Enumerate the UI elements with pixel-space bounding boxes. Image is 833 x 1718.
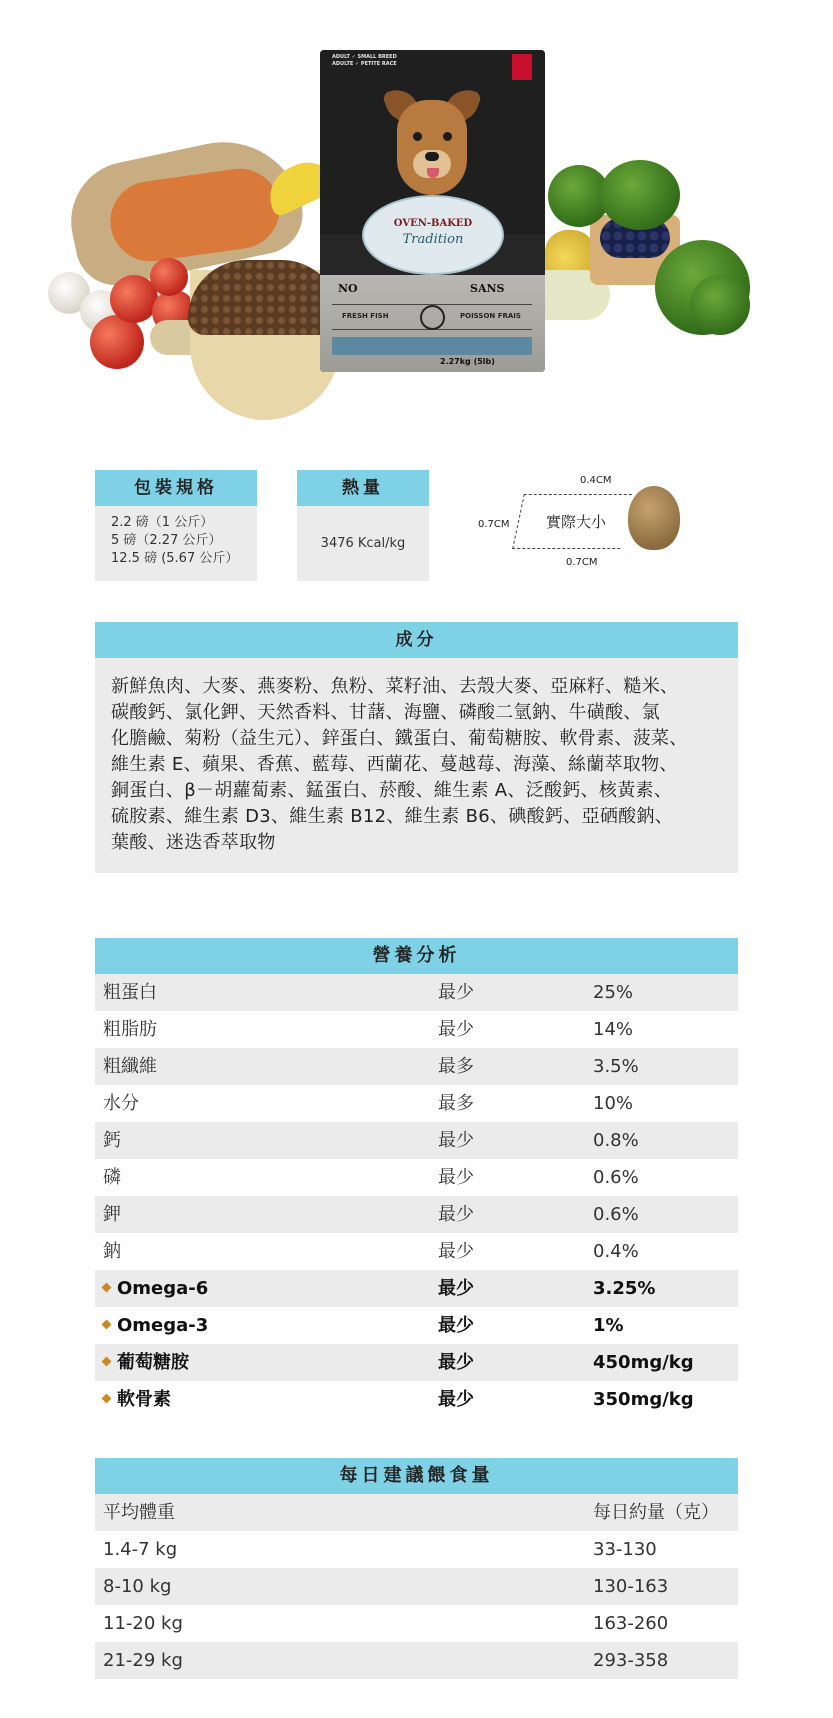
- nutrient-value: 25%: [593, 982, 634, 1003]
- ingredients-line: 新鮮魚肉、大麥、燕麥粉、魚粉、菜籽油、去殼大麥、亞麻籽、糙米、: [111, 676, 679, 697]
- canada-flag-icon: [512, 54, 532, 80]
- broccoli: [600, 160, 680, 230]
- kibble-depth-label: 0.7CM: [566, 557, 598, 568]
- nutrient-name: 鈉: [103, 1241, 121, 1262]
- weight-column-header: 平均體重: [103, 1502, 175, 1523]
- weight-range: 8-10 kg: [103, 1576, 172, 1597]
- ingredients-line: 葉酸、迷迭香萃取物: [111, 832, 276, 853]
- nutrient-value: 350mg/kg: [593, 1389, 694, 1410]
- dog-nose: [425, 152, 439, 161]
- dog-eye: [413, 132, 422, 141]
- nutrient-qualifier: 最少: [438, 1315, 474, 1336]
- fish-icon: [420, 305, 445, 330]
- nutrient-qualifier: 最少: [438, 1204, 474, 1225]
- nutrient-value: 0.8%: [593, 1130, 639, 1151]
- ingredients-title: 成分: [95, 622, 738, 658]
- nutrient-qualifier: 最少: [438, 1278, 474, 1299]
- hero-image: [0, 0, 833, 420]
- nutrient-value: 3.25%: [593, 1278, 656, 1299]
- nutrient-value: 14%: [593, 1019, 634, 1040]
- ingredients-line: 銅蛋白、β－胡蘿蔔素、錳蛋白、菸酸、維生素 A、泛酸鈣、核黃素、: [111, 780, 673, 801]
- nutrient-qualifier: 最多: [438, 1056, 474, 1077]
- nutrient-value: 3.5%: [593, 1056, 639, 1077]
- package-size: 12.5 磅 (5.67 公斤）: [111, 551, 239, 566]
- ingredients-line: 維生素 E、蘋果、香蕉、藍莓、西蘭花、蔓越莓、海藻、絲蘭萃取物、: [111, 754, 678, 775]
- kibble-size-diagram: [478, 468, 698, 578]
- nutrient-value: 10%: [593, 1093, 634, 1114]
- nutrient-name: 軟骨素: [117, 1389, 171, 1410]
- table-row: [95, 1196, 738, 1233]
- packaging-sizes: [95, 506, 257, 581]
- diamond-bullet-icon: [102, 1282, 112, 1292]
- table-row: [95, 1270, 738, 1307]
- table-row: [95, 1085, 738, 1122]
- nutrient-value: 0.6%: [593, 1204, 639, 1225]
- daily-amount: 33-130: [593, 1539, 657, 1560]
- product-bag: [320, 50, 545, 372]
- ingredients-line: 碳酸鈣、氯化鉀、天然香料、甘藷、海鹽、磷酸二氫鈉、牛磺酸、氯: [111, 702, 660, 723]
- table-row: [95, 1605, 738, 1642]
- nutrition-title: 營養分析: [95, 938, 738, 974]
- nutrient-name: 磷: [103, 1167, 121, 1188]
- table-row: [95, 1344, 738, 1381]
- table-row: [95, 1159, 738, 1196]
- fresh-fish-row: [332, 304, 532, 330]
- dog-eye: [443, 132, 452, 141]
- table-row: [95, 1011, 738, 1048]
- nutrient-qualifier: 最少: [438, 1389, 474, 1410]
- nutrient-value: 0.6%: [593, 1167, 639, 1188]
- table-row: [95, 1122, 738, 1159]
- nutrient-qualifier: 最少: [438, 1352, 474, 1373]
- feeding-title: 每日建議餵食量: [95, 1458, 738, 1494]
- nutrient-value: 0.4%: [593, 1241, 639, 1262]
- package-size: 2.2 磅（1 公斤）: [111, 515, 214, 530]
- nutrient-qualifier: 最少: [438, 1130, 474, 1151]
- fresh-fish-label: FRESH FISH: [342, 312, 389, 320]
- apple: [150, 258, 188, 296]
- table-row: [95, 1531, 738, 1568]
- kibble-height-label: 0.7CM: [478, 519, 510, 530]
- nutrient-name: Omega-6: [117, 1278, 209, 1299]
- table-row: [95, 1642, 738, 1679]
- nutrient-qualifier: 最少: [438, 982, 474, 1003]
- package-size: 5 磅（2.27 公斤）: [111, 533, 222, 548]
- nutrient-qualifier: 最少: [438, 1241, 474, 1262]
- nutrient-name: 粗蛋白: [103, 982, 157, 1003]
- table-row: [95, 1307, 738, 1344]
- bag-small-line: ADULT ✓ SMALL BREED: [332, 54, 397, 60]
- nutrient-name: 粗纖維: [103, 1056, 157, 1077]
- nutrient-qualifier: 最少: [438, 1019, 474, 1040]
- table-row: [95, 1048, 738, 1085]
- kibble-width-label: 0.4CM: [580, 475, 612, 486]
- table-row: [95, 974, 738, 1011]
- bag-sans-label: SANS: [470, 282, 505, 295]
- nutrient-name: 粗脂肪: [103, 1019, 157, 1040]
- poisson-frais-label: POISSON FRAIS: [460, 312, 521, 320]
- nutrient-name: 水分: [103, 1093, 139, 1114]
- calories-value: 3476 Kcal/kg: [297, 506, 429, 581]
- nutrient-qualifier: 最少: [438, 1167, 474, 1188]
- table-header-row: [95, 1494, 738, 1531]
- apple: [90, 315, 144, 369]
- daily-amount: 130-163: [593, 1576, 669, 1597]
- nutrient-name: 鉀: [103, 1204, 121, 1225]
- diamond-bullet-icon: [102, 1319, 112, 1329]
- ingredients-line: 硫胺素、維生素 D3、維生素 B12、維生素 B6、碘酸鈣、亞硒酸鈉、: [111, 806, 674, 827]
- kibble-photo: [628, 486, 680, 550]
- brand-name: OVEN-BAKED: [393, 218, 473, 229]
- broccoli: [690, 275, 750, 335]
- calories-title: 熱量: [297, 470, 429, 506]
- bag-feature-strip: [332, 337, 532, 355]
- bag-small-text: [332, 54, 397, 68]
- ingredients-text: [95, 658, 738, 873]
- nutrient-name: 鈣: [103, 1130, 121, 1151]
- brand-subtitle: Tradition: [402, 232, 464, 247]
- nutrient-qualifier: 最多: [438, 1093, 474, 1114]
- diamond-bullet-icon: [102, 1393, 112, 1403]
- nutrient-name: 葡萄糖胺: [117, 1352, 189, 1373]
- bag-no-label: NO: [338, 282, 358, 295]
- diamond-bullet-icon: [102, 1356, 112, 1366]
- bag-small-line: ADULTE ✓ PETITE RACE: [332, 61, 397, 67]
- amount-column-header: 每日約量（克）: [593, 1502, 719, 1523]
- table-row: [95, 1381, 738, 1418]
- actual-size-label: 實際大小: [546, 513, 607, 531]
- daily-amount: 293-358: [593, 1650, 669, 1671]
- ingredients-line: 化膽鹼、菊粉（益生元）、鋅蛋白、鐵蛋白、葡萄糖胺、軟骨素、菠菜、: [111, 728, 688, 749]
- bag-weight: 2.27kg (5lb): [440, 357, 495, 366]
- table-row: [95, 1233, 738, 1270]
- daily-amount: 163-260: [593, 1613, 669, 1634]
- weight-range: 21-29 kg: [103, 1650, 183, 1671]
- nutrient-value: 450mg/kg: [593, 1352, 694, 1373]
- dog-face: [397, 100, 467, 195]
- nutrient-value: 1%: [593, 1315, 624, 1336]
- table-row: [95, 1568, 738, 1605]
- packaging-title: 包裝規格: [95, 470, 257, 506]
- weight-range: 1.4-7 kg: [103, 1539, 178, 1560]
- weight-range: 11-20 kg: [103, 1613, 183, 1634]
- kibble-mound: [188, 260, 340, 335]
- nutrient-name: Omega-3: [117, 1315, 209, 1336]
